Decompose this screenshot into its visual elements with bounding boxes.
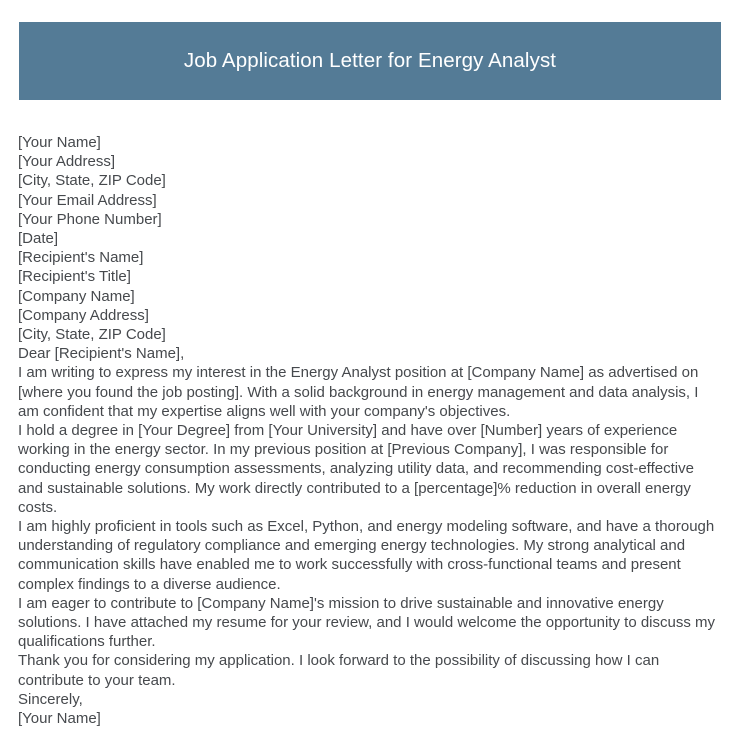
letter-paragraph: I am eager to contribute to [Company Name]'s mission to drive sustainable and innovative energy solutions. I have attached my resume for your review, and I would welcome the opportunity to discuss my qualifications further. [18, 594, 716, 651]
sender-line: [Your Address] [18, 153, 116, 171]
recipient-address-block [18, 248, 723, 344]
sender-line: [Date] [18, 230, 59, 248]
recipient-line: [Company Address] [18, 306, 149, 324]
sender-line: [Your Phone Number] [18, 210, 162, 228]
letter-paragraph: I am highly proficient in tools such as Excel, Python, and energy modeling software, and have a thorough understanding of regulatory compliance and emerging energy technologies. My strong analytical and communication skills have enabled me to work successfully with cross-functional teams and present complex findings to a diverse audience. [18, 518, 715, 593]
recipient-line: [Recipient's Name] [18, 249, 144, 267]
letter-paragraph: Thank you for considering my application. I look forward to the possibility of discussing how I can contribute to your team. [18, 652, 660, 689]
letter-paragraph: I am writing to express my interest in the Energy Analyst position at [Company Name] as advertised on [where you found the job posting]. With a solid background in energy management and data analysis, I am confident that my expertise aligns well with your company's objectives. [18, 364, 699, 420]
header-banner [19, 22, 721, 100]
letter-paragraph: I hold a degree in [Your Degree] from [Your University] and have over [Number] years of experience working in the energy sector. In my previous position at [Previous Company], I was responsible for conducting energy consumption assessments, analyzing utility data, and recommending cost-effective and sustainable solutions. My work directly contributed to a [percentage]% reduction in overall energy costs. [18, 422, 694, 516]
recipient-line: [Recipient's Title] [18, 268, 131, 286]
recipient-line: [Company Name] [18, 287, 135, 305]
recipient-line: [City, State, ZIP Code] [18, 326, 166, 344]
sender-line: [Your Email Address] [18, 191, 157, 209]
signature-line: [Your Name] [18, 710, 101, 728]
closing-line: Sincerely, [18, 690, 83, 708]
page-title: Job Application Letter for Energy Analyst [183, 48, 557, 72]
salutation: Dear [Recipient's Name], [18, 345, 185, 363]
sender-line: [City, State, ZIP Code] [18, 172, 166, 190]
sender-address-block [18, 133, 723, 248]
sender-line: [Your Name] [18, 134, 101, 151]
letter-body [18, 133, 723, 728]
